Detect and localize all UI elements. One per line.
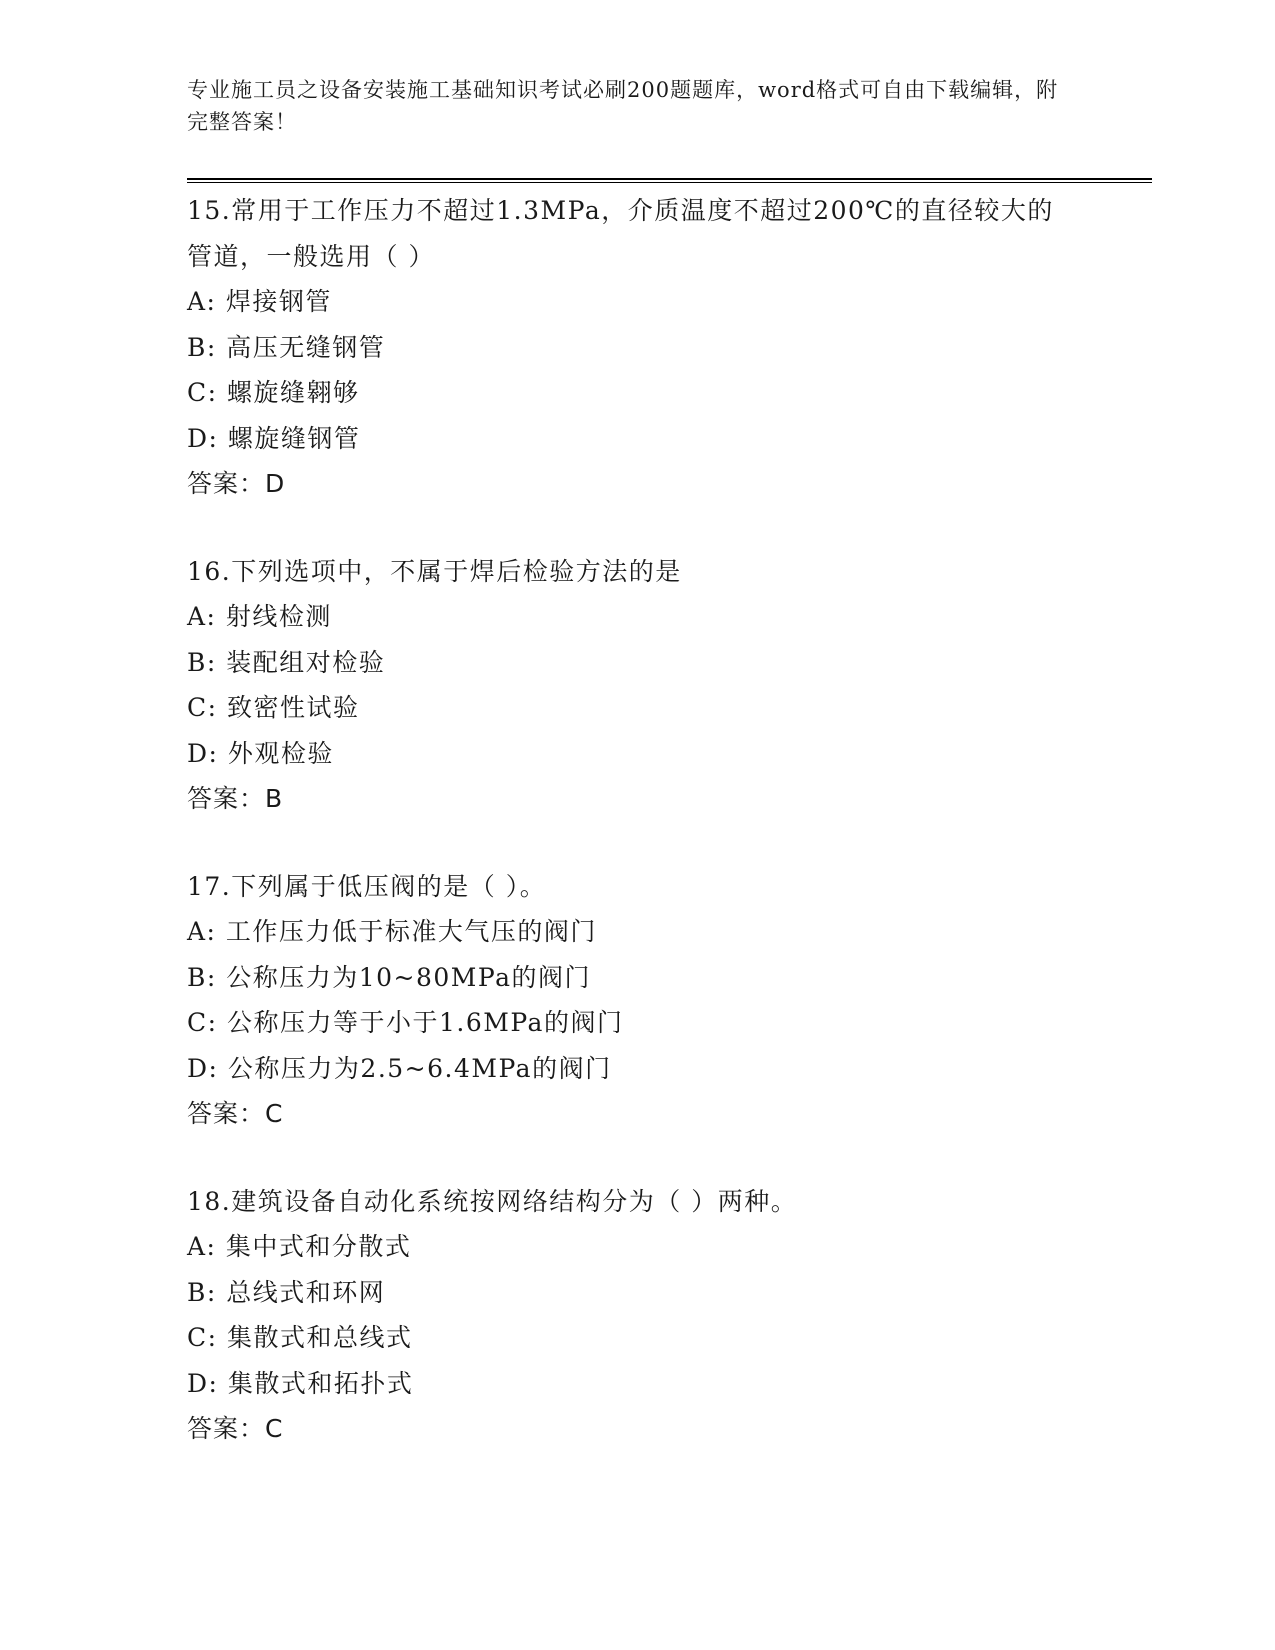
question-stem: 17.下列属于低压阀的是（ ）。 — [187, 871, 547, 901]
answer-line: 答案：C — [187, 1414, 284, 1443]
option-a: A: 集中式和分散式 — [187, 1232, 412, 1261]
option-b: B: 装配组对检验 — [187, 647, 386, 677]
option-b: B: 总线式和环网 — [187, 1277, 386, 1307]
question-16 — [187, 549, 1087, 822]
option-d: D: 螺旋缝钢管 — [187, 423, 361, 453]
question-stem: 15.常用于工作压力不超过1.3MPa，介质温度不超过200℃的直径较大的管道，一般选用（ ） — [187, 196, 1054, 271]
question-17 — [187, 864, 1087, 1137]
header-divider — [187, 178, 1152, 183]
option-c: C: 公称压力等于小于1.6MPa的阀门 — [187, 1008, 624, 1037]
option-d: D: 外观检验 — [187, 738, 334, 768]
option-c: C: 致密性试验 — [187, 693, 360, 722]
option-b: B: 公称压力为10~80MPa的阀门 — [187, 962, 592, 992]
option-d: D: 公称压力为2.5~6.4MPa的阀门 — [187, 1053, 612, 1083]
option-a: A: 射线检测 — [187, 602, 332, 631]
document-header: 专业施工员之设备安装施工基础知识考试必刷200题题库，word格式可自由下载编辑，附完整答案！ — [187, 78, 1059, 134]
question-list — [187, 188, 1087, 1494]
answer-line: 答案：C — [187, 1099, 284, 1128]
option-c: C: 集散式和总线式 — [187, 1323, 413, 1352]
answer-line: 答案：B — [187, 784, 284, 813]
option-d: D: 集散式和拓扑式 — [187, 1368, 414, 1398]
question-15 — [187, 188, 1087, 507]
option-c: C: 螺旋缝翱够 — [187, 378, 360, 407]
answer-line: 答案：D — [187, 469, 286, 498]
question-stem: 18.建筑设备自动化系统按网络结构分为（ ）两种。 — [187, 1186, 798, 1216]
question-18 — [187, 1179, 1087, 1452]
question-stem: 16.下列选项中，不属于焊后检验方法的是 — [187, 556, 682, 586]
option-b: B: 高压无缝钢管 — [187, 332, 386, 362]
option-a: A: 工作压力低于标准大气压的阀门 — [187, 917, 597, 946]
option-a: A: 焊接钢管 — [187, 287, 332, 316]
